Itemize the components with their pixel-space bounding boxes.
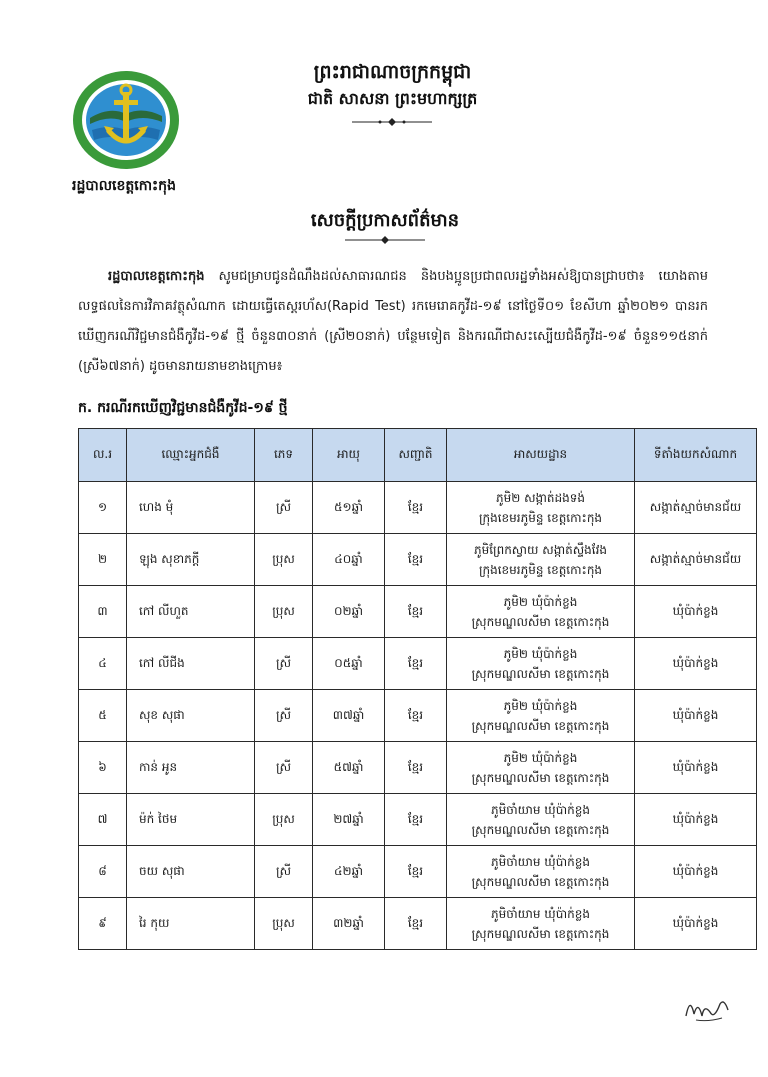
- header-no: ល.រ: [79, 429, 127, 482]
- cell-name: សុខ សុផា: [127, 690, 255, 742]
- cell-address: [447, 690, 635, 742]
- cell-sample-site: ឃុំប៉ាក់ខ្លង: [635, 742, 757, 794]
- cell-sex: ស្រី: [255, 690, 313, 742]
- address-line: ស្រុកមណ្ឌលសីមា ខេត្តកោះកុង: [471, 666, 610, 681]
- address-line: ស្រុកមណ្ឌលសីមា ខេត្តកោះកុង: [471, 874, 610, 889]
- header-name: ឈ្មោះអ្នកជំងឺ: [127, 429, 255, 482]
- table-row: [79, 794, 757, 846]
- cell-nationality: ខ្មែរ: [385, 534, 447, 586]
- cell-name: ឡុង សុខាភក្តី: [127, 534, 255, 586]
- header-nationality: សញ្ជាតិ: [385, 429, 447, 482]
- cell-sex: ប្រុស: [255, 534, 313, 586]
- cell-no: ៧: [79, 794, 127, 846]
- cell-address: [447, 794, 635, 846]
- cell-sample-site: សង្កាត់ស្មាច់មានជ័យ: [635, 534, 757, 586]
- national-motto: ជាតិ សាសនា ព្រះមហាក្សត្រ: [307, 89, 478, 108]
- cell-name: ហេង មុំ: [127, 482, 255, 534]
- cell-nationality: ខ្មែរ: [385, 690, 447, 742]
- page-title: សេចក្ដីប្រកាសព័ត៌មាន: [310, 210, 460, 231]
- cell-sex: ស្រី: [255, 742, 313, 794]
- cell-sex: ស្រី: [255, 482, 313, 534]
- table-row: [79, 898, 757, 950]
- address-line: ស្រុកមណ្ឌលសីមា ខេត្តកោះកុង: [471, 822, 610, 837]
- cell-sex: ប្រុស: [255, 898, 313, 950]
- section-heading: ក. ករណីរកឃើញវិជ្ជមានជំងឺកូវីដ-១៩ ថ្មី: [78, 400, 288, 416]
- table-row: [79, 482, 757, 534]
- cell-address: [447, 846, 635, 898]
- table-header-row: [79, 429, 757, 482]
- announcement-lead: រដ្ឋបាលខេត្តកោះកុង: [108, 269, 205, 284]
- cell-address: [447, 482, 635, 534]
- table-row: [79, 534, 757, 586]
- cell-age: ២៧ឆ្នាំ: [313, 794, 385, 846]
- table-row: [79, 690, 757, 742]
- header-sex: ភេទ: [255, 429, 313, 482]
- provincial-logo-icon: [70, 68, 182, 172]
- cell-sample-site: ឃុំប៉ាក់ខ្លង: [635, 846, 757, 898]
- address-line: ភូមិ២ ឃុំប៉ាក់ខ្លង: [503, 698, 578, 713]
- cell-sex: ស្រី: [255, 638, 313, 690]
- cell-age: ៣២ឆ្នាំ: [313, 898, 385, 950]
- address-line: ភូមិចាំយាម ឃុំប៉ាក់ខ្លង: [490, 906, 591, 921]
- address-line: ភូមិ២ សង្កាត់ដងទង់: [495, 490, 586, 505]
- cell-no: ២: [79, 534, 127, 586]
- cell-address: [447, 898, 635, 950]
- cell-no: ១: [79, 482, 127, 534]
- cell-sample-site: ឃុំប៉ាក់ខ្លង: [635, 690, 757, 742]
- announcement-body: សូមជម្រាបជូនដំណឹងដល់សាធារណជន និងបងប្អូនប្រជាពលរដ្ឋទាំងអស់ឱ្យបានជ្រាបថា៖ យោងតាមលទ្ធផលនៃការវិភាគវត្ថុសំណាក ដោយធ្វើតេស្តរហ័ស(Rapid Test) រកមេរោគកូវីដ-១៩ នៅថ្ងៃទី០១ ខែសីហា ឆ្នាំ២០២១ បានរកឃើញករណីវិជ្ជមានជំងឺកូវីដ-១៩ ថ្មី ចំនួន៣០នាក់ (ស្រី២០នាក់) បន្ថែមទៀត និងករណីជាសះស្បើយជំងឺកូវីដ-១៩ ចំនួន១១៥នាក់ (ស្រី៦៧នាក់) ដូចមានរាយនាមខាងក្រោម៖: [78, 269, 708, 374]
- cell-nationality: ខ្មែរ: [385, 742, 447, 794]
- table-row: [79, 586, 757, 638]
- address-line: ស្រុកមណ្ឌលសីមា ខេត្តកោះកុង: [471, 770, 610, 785]
- table-row: [79, 638, 757, 690]
- address-line: ភូមិ២ ឃុំប៉ាក់ខ្លង: [503, 750, 578, 765]
- cell-age: ៥១ឆ្នាំ: [313, 482, 385, 534]
- address-line: ស្រុកមណ្ឌលសីមា ខេត្តកោះកុង: [471, 614, 610, 629]
- cell-sample-site: ឃុំប៉ាក់ខ្លង: [635, 638, 757, 690]
- header-address: អាសយដ្ឋាន: [447, 429, 635, 482]
- cell-address: [447, 586, 635, 638]
- cell-nationality: ខ្មែរ: [385, 638, 447, 690]
- address-line: ភូមិ២ ឃុំប៉ាក់ខ្លង: [503, 646, 578, 661]
- cell-sex: ប្រុស: [255, 794, 313, 846]
- address-line: ស្រុកមណ្ឌលសីមា ខេត្តកោះកុង: [471, 926, 610, 941]
- address-line: ស្រុកមណ្ឌលសីមា ខេត្តកោះកុង: [471, 718, 610, 733]
- cell-no: ៥: [79, 690, 127, 742]
- address-line: ភូមិព្រែកស្វាយ សង្កាត់ស្ទឹងវែង: [473, 542, 608, 557]
- cell-nationality: ខ្មែរ: [385, 482, 447, 534]
- cell-sample-site: ឃុំប៉ាក់ខ្លង: [635, 898, 757, 950]
- kingdom-heading: ព្រះរាជាណាចក្រកម្ពុជា: [313, 61, 472, 83]
- cell-nationality: ខ្មែរ: [385, 794, 447, 846]
- cell-no: ៤: [79, 638, 127, 690]
- cell-sex: ស្រី: [255, 846, 313, 898]
- header-sample-site: ទីតាំងយកសំណាក: [635, 429, 757, 482]
- cell-address: [447, 742, 635, 794]
- cell-age: ៥៧ឆ្នាំ: [313, 742, 385, 794]
- cases-table: [78, 428, 757, 950]
- cell-name: ម៉ក់ ថៃម: [127, 794, 255, 846]
- organization-name: រដ្ឋបាលខេត្តកោះកុង: [72, 178, 176, 194]
- cell-sex: ប្រុស: [255, 586, 313, 638]
- cell-name: កៅ លីហួត: [127, 586, 255, 638]
- address-line: ភូមិចាំយាម ឃុំប៉ាក់ខ្លង: [490, 802, 591, 817]
- announcement-paragraph: [78, 262, 708, 382]
- cell-no: ៩: [79, 898, 127, 950]
- cell-no: ៨: [79, 846, 127, 898]
- cell-address: [447, 534, 635, 586]
- cell-name: កាន់ អូន: [127, 742, 255, 794]
- cell-sample-site: ឃុំប៉ាក់ខ្លង: [635, 586, 757, 638]
- cell-sample-site: ឃុំប៉ាក់ខ្លង: [635, 794, 757, 846]
- cell-name: ចយ សុផា: [127, 846, 255, 898]
- cell-name: រៃ កុយ: [127, 898, 255, 950]
- table-row: [79, 742, 757, 794]
- cell-age: ០៥ឆ្នាំ: [313, 638, 385, 690]
- table-row: [79, 846, 757, 898]
- cell-nationality: ខ្មែរ: [385, 586, 447, 638]
- signature-mark-icon: [682, 990, 732, 1024]
- title-divider-icon: [345, 236, 425, 244]
- cell-nationality: ខ្មែរ: [385, 898, 447, 950]
- cell-no: ៣: [79, 586, 127, 638]
- address-line: ក្រុងខេមរភូមិន្ទ ខេត្តកោះកុង: [478, 510, 603, 525]
- cell-age: ៣៧ឆ្នាំ: [313, 690, 385, 742]
- cell-age: ៤០ឆ្នាំ: [313, 534, 385, 586]
- cell-age: ៤២ឆ្នាំ: [313, 846, 385, 898]
- divider-ornament-icon: [352, 118, 432, 126]
- cell-name: កៅ លីជីង: [127, 638, 255, 690]
- cell-sample-site: សង្កាត់ស្មាច់មានជ័យ: [635, 482, 757, 534]
- address-line: ក្រុងខេមរភូមិន្ទ ខេត្តកោះកុង: [478, 562, 603, 577]
- cell-nationality: ខ្មែរ: [385, 846, 447, 898]
- cell-age: ០២ឆ្នាំ: [313, 586, 385, 638]
- address-line: ភូមិចាំយាម ឃុំប៉ាក់ខ្លង: [490, 854, 591, 869]
- header-age: អាយុ: [313, 429, 385, 482]
- address-line: ភូមិ២ ឃុំប៉ាក់ខ្លង: [503, 594, 578, 609]
- cell-no: ៦: [79, 742, 127, 794]
- cell-address: [447, 638, 635, 690]
